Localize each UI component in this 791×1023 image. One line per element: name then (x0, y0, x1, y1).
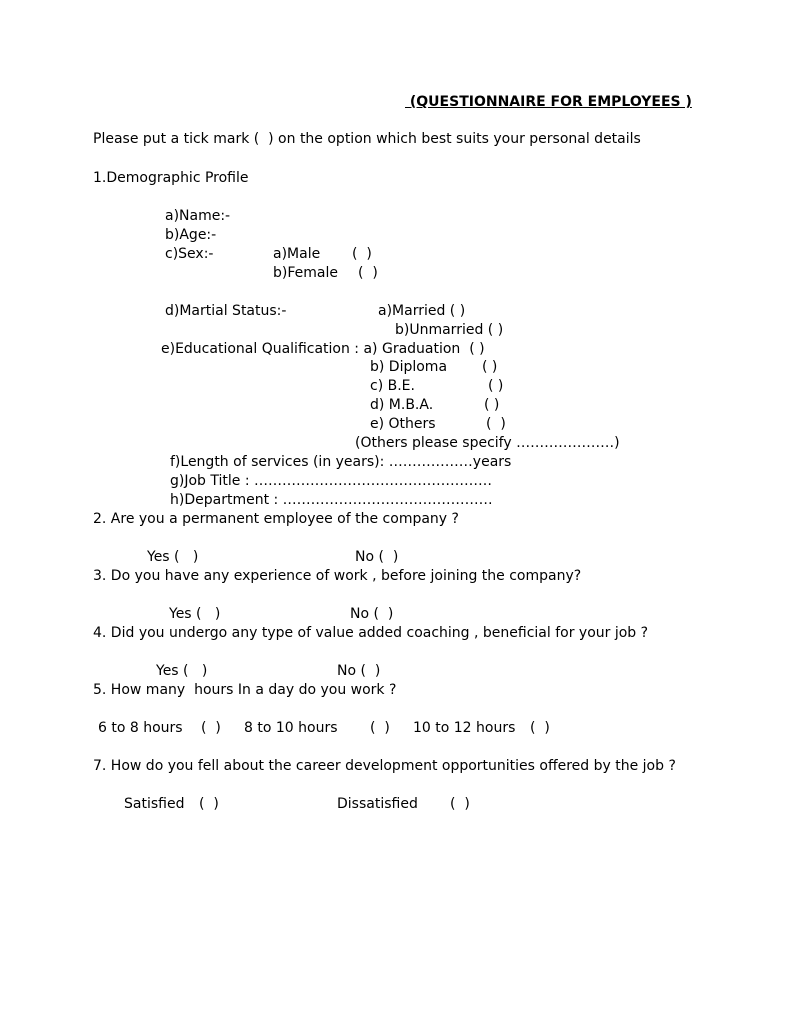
instruction-text: Please put a tick mark ( ) on the option which best suits your personal details (93, 131, 641, 147)
q7-dissatisfied-option: Dissatisfied (337, 796, 418, 812)
name-label: a)Name:- (165, 208, 231, 224)
question-4: 4. Did you undergo any type of value added coaching , beneficial for your job ? (93, 625, 649, 641)
edu-others-checkbox[interactable]: ( ) (486, 416, 506, 432)
service-length-field[interactable]: f)Length of services (in years): ………………years (170, 454, 512, 470)
q4-yes-option[interactable]: Yes ( ) (156, 663, 208, 679)
q2-yes-option[interactable]: Yes ( ) (147, 549, 199, 565)
education-label: e)Educational Qualification : a) Graduation ( ) (161, 341, 485, 357)
job-title-field[interactable]: g)Job Title : …………………………………………… (170, 473, 492, 489)
marital-label: d)Martial Status:- (165, 303, 287, 319)
page-title: (QUESTIONNAIRE FOR EMPLOYEES ) (405, 94, 692, 110)
edu-be-checkbox[interactable]: ( ) (488, 378, 504, 394)
age-label: b)Age:- (165, 227, 217, 243)
sex-label: c)Sex:- (165, 246, 214, 262)
q5-option-8-10-checkbox[interactable]: ( ) (370, 720, 390, 736)
q7-satisfied-checkbox[interactable]: ( ) (199, 796, 219, 812)
edu-others-option: e) Others (370, 416, 436, 432)
question-7: 7. How do you fell about the career development opportunities offered by the job ? (93, 758, 676, 774)
q3-yes-option[interactable]: Yes ( ) (169, 606, 221, 622)
sex-female-option: b)Female (273, 265, 338, 281)
q5-option-6-8-checkbox[interactable]: ( ) (201, 720, 221, 736)
q7-satisfied-option: Satisfied (124, 796, 185, 812)
marital-unmarried-option[interactable]: b)Unmarried ( ) (395, 322, 504, 338)
q5-option-10-12-checkbox[interactable]: ( ) (530, 720, 550, 736)
question-3: 3. Do you have any experience of work , before joining the company? (93, 568, 582, 584)
q5-option-8-10: 8 to 10 hours (244, 720, 338, 736)
marital-married-option[interactable]: a)Married ( ) (378, 303, 466, 319)
department-field[interactable]: h)Department : ……………………………………… (170, 492, 493, 508)
edu-mba-checkbox[interactable]: ( ) (484, 397, 500, 413)
question-5: 5. How many hours In a day do you work ? (93, 682, 397, 698)
edu-specify-field[interactable]: (Others please specify …………………) (355, 435, 620, 451)
edu-diploma-checkbox[interactable]: ( ) (482, 359, 498, 375)
q3-no-option[interactable]: No ( ) (350, 606, 394, 622)
q7-dissatisfied-checkbox[interactable]: ( ) (450, 796, 470, 812)
question-2: 2. Are you a permanent employee of the company ? (93, 511, 459, 527)
sex-female-checkbox[interactable]: ( ) (358, 265, 378, 281)
q2-no-option[interactable]: No ( ) (355, 549, 399, 565)
edu-be-option: c) B.E. (370, 378, 415, 394)
edu-diploma-option: b) Diploma (370, 359, 448, 375)
q5-option-6-8: 6 to 8 hours (98, 720, 183, 736)
sex-male-checkbox[interactable]: ( ) (352, 246, 372, 262)
q5-option-10-12: 10 to 12 hours (413, 720, 516, 736)
section-heading: 1.Demographic Profile (93, 170, 249, 186)
edu-mba-option: d) M.B.A. (370, 397, 434, 413)
sex-male-option: a)Male (273, 246, 321, 262)
q4-no-option[interactable]: No ( ) (337, 663, 381, 679)
